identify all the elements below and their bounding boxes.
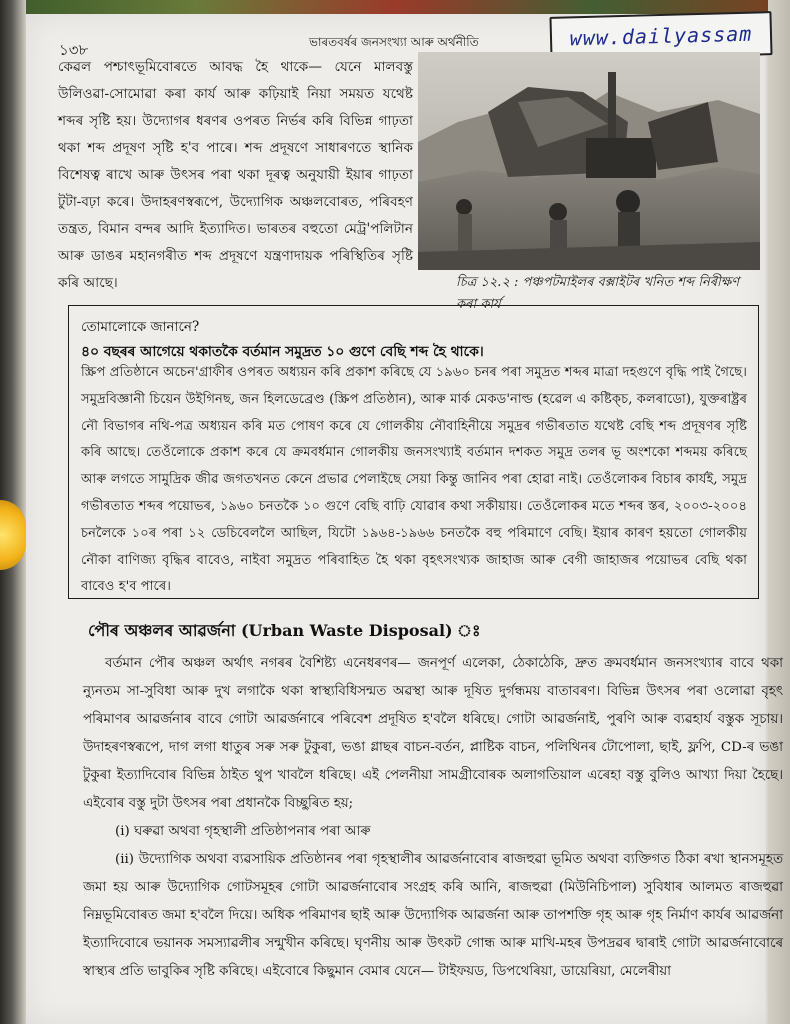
info-box-body bbox=[81, 360, 747, 601]
figure-caption: চিত্ৰ ১২.২ : পঞ্চপটমাইলৰ বক্সাইটৰ খনিত শব্দ নিৰীক্ষণ কৰা কাৰ্য bbox=[456, 275, 740, 312]
mine-photo-image bbox=[418, 52, 760, 270]
info-box-text: স্ক্ৰিপ প্ৰতিষ্ঠানে অচেন'গ্ৰাফীৰ ওপৰত অধ্যয়ন কৰি প্ৰকাশ কৰিছে যে ১৯৬০ চনৰ পৰা সমুদ্ৰত শব্দৰ মাত্ৰা দহগুণে বৃদ্ধি পাই গৈছে। সমুদ্ৰবিজ্ঞানী চিয়েন উইগিনছ, জন হিলডেব্ৰেণ্ড (স্ক্ৰিপ প্ৰতিষ্ঠান), আৰু মাৰ্ক মেকড'নাল্ড (হৱেল এ কষ্টিক্চ, কলৰাডো), যুক্তৰাষ্ট্ৰৰ নৌ বিভাগৰ নথি-পত্ৰ অধ্যয়ন কৰি মত পোষণ কৰে যে গোলকীয় নৌবাহিনীয়ে সমুদ্ৰৰ গভীৰতাত যথেষ্ট বেছি শব্দ প্ৰদূষণৰ সৃষ্টি কৰি আছে। তেওঁলোকে প্ৰকাশ কৰে যে ক্ৰমবৰ্ধমান গোলকীয় জনসংখ্যাই বৰ্তমান দশকত সমুদ্ৰ তলৰ ভূ অংশকো শব্দময় কৰিছে আৰু লগতে সামুদ্ৰিক জীৱ জগতখনত কেনে প্ৰভাৱ পেলাইছে সেয়া কিন্তু জানিব পৰা হোৱা নাই। তেওঁলোকৰ বিচাৰ কাৰ্যই, সমুদ্ৰ গভীৰতাত শব্দৰ পয়োভৰ, ১৯৬০ চনতকৈ ১০ গুণে বেছি বাঢ়ি যোৱাৰ কথা সকীয়ায়। তেওঁলোকৰ মতে শব্দৰ স্তৰ, ২০০৩-২০০৪ চনলৈকে ১০ৰ পৰা ১২ ডেচিবেললৈ আছিল, যিটো ১৯৬৪-১৯৬৬ চনতকৈ বহু পৰিমাণে বেছি। ইয়াৰ কাৰণ হয়তো গোলকীয় নৌকা বাণিজ্য বৃদ্ধিৰ বাবেও, নাইবা সমুদ্ৰত পৰিবাহিত হৈ থকা বৃহৎসংখ্যক জাহাজ আৰু বেগী জাহাজৰ পয়োভৰ বেছি থকা বাবেও হ'ব পাৰে। bbox=[81, 365, 747, 595]
section-body bbox=[83, 650, 783, 986]
intro-paragraph bbox=[58, 54, 413, 297]
info-box-title: তোমালোকে জানানে? bbox=[81, 319, 200, 335]
section-heading: পৌৰ অঞ্চলৰ আৱৰ্জনা (Urban Waste Disposal) ঃ bbox=[88, 621, 481, 640]
info-box-heading: ৪০ বছৰৰ আগেয়ে থকাতকৈ বৰ্তমান সমুদ্ৰত ১০ গুণে বেছি শব্দ হৈ থাকে। bbox=[81, 344, 484, 360]
page-number: ১৩৮ bbox=[59, 41, 89, 59]
info-box bbox=[68, 305, 759, 599]
list-item-ii: (ii) উদ্যোগিক অথবা ব্যৱসায়িক প্ৰতিষ্ঠানৰ পৰা গৃহস্থালীৰ আৱৰ্জনাবোৰ ৰাজহুৱা ভূমিত অথবা ব্যক্তিগত ঠিকা ৰখা স্থানসমূহত জমা হয় আৰু উদ্যোগিক গোটসমূহৰ গোটা আৱৰ্জনাবোৰ সংগ্ৰহ কৰি আনি, ৰাজহুৱা (মিউনিচিপাল) সুবিধাৰ আলমত ৰাজহুৱা নিম্নভূমিবোৰত জমা হ'বলৈ দিয়ে। অধিক পৰিমাণৰ ছাই আৰু উদ্যোগিক আৱৰ্জনা আৰু তাপশক্তি গৃহ আৰু গৃহ নিৰ্মাণ কাৰ্যৰ আৱৰ্জনা ইত্যাদিবোৰে ভয়ানক সমস্যাৱলীৰ সন্মুখীন কৰিছে। ঘৃণনীয় আৰু উৎকট গোন্ধ আৰু মাখি-মহৰ উপদ্ৰৱৰ দ্বাৰাই গোটা আৱৰ্জনাবোৰে স্বাস্থ্যৰ প্ৰতি ভাবুকিৰ সৃষ্টি কৰিছে। এইবোৰে কিছুমান বেমাৰ যেনে— টাইফয়ড, ডিপথেৰিয়া, ডায়েৰিয়া, মেলেৰীয়া bbox=[83, 852, 783, 979]
list-item-i: (i) ঘৰুৱা অথবা গৃহস্থালী প্ৰতিষ্ঠাপনাৰ পৰা আৰু bbox=[115, 824, 371, 839]
intro-text: কেৱল পশ্চাৎভূমিবোৰতে আবদ্ধ হৈ থাকে— যেনে মালবস্তু উলিওৱা-সোমোৱা কৰা কাৰ্য আৰু কঢ়িয়াই নিয়া সময়ত যথেষ্ট শব্দৰ সৃষ্টি হয়। উদ্যোগৰ ধৰণৰ ওপৰত নিৰ্ভৰ কৰি বিভিন্ন গাঢ়তা থকা শব্দ প্ৰদূষণ সৃষ্টি হ'ব পাৰে। শব্দ প্ৰদূষণে সাধাৰণতে স্থানিক বিশেষত্ব ৰাখে আৰু উৎসৰ পৰা থকা দূৰত্ব অনুযায়ী ইয়াৰ গাঢ়তা টুটা-বঢ়া কৰে। উদাহৰণস্বৰূপে, উদ্যোগিক অঞ্চলবোৰত, পৰিবহণ তন্ত্ৰত, বিমান বন্দৰ আদি ইত্যাদিত। ভাৰতৰ বহুতো মেট্ৰ'পলিটান আৰু ডাঙৰ মহানগৰীত শব্দ প্ৰদূষণে যন্ত্ৰণাদায়ক পৰিস্থিতিৰ সৃষ্টি কৰি আছে। bbox=[58, 59, 413, 291]
background-edge-top bbox=[0, 0, 790, 14]
running-head: ভাৰতবৰ্ষৰ জনসংখ্যা আৰু অৰ্থনীতি bbox=[309, 35, 479, 49]
figure-photo bbox=[418, 52, 760, 270]
watermark-stamp: www.dailyassam bbox=[549, 11, 772, 61]
section-paragraph: বৰ্তমান পৌৰ অঞ্চল অৰ্থাৎ নগৰৰ বৈশিষ্ট্য এনেধৰণৰ— জনপূৰ্ণ এলেকা, ঠেকাঠেকি, দ্ৰুত ক্ৰমবৰ্ধমান জনসংখ্যাৰ বাবে থকা ন্যুনতম সা-সুবিধা আৰু দুখ লগাকৈ থকা স্বাস্থ্যবিধিসন্মত অৱস্থা আৰু দূষিত দুৰ্গন্ধময় বাতাবৰণ। বিভিন্ন উৎসৰ পৰা ওলোৱা বৃহৎ পৰিমাণৰ আৱৰ্জনাৰ বাবে গোটা আৱৰ্জনাৰে পৰিবেশ প্ৰদূষিত হ'বলৈ ধৰিছে। গোটা আৱৰ্জনাই, পুৰণি আৰু ব্যৱহাৰ্য বস্তুক সূচায়। উদাহৰণস্বৰূপে, দাগ লগা ধাতুৰ সৰু সৰু টুকুৰা, ভঙা গ্লাছৰ বাচন-বৰ্তন, প্লাষ্টিক বাচন, পলিথিনৰ টোপোলা, ছাই, ফ্লপি, CD-ৰ ভঙা টুকুৰা ইত্যাদিবোৰ বিভিন্ন ঠাইত থুপ খাবলৈ ধৰিছে। এই পেলনীয়া সামগ্ৰীবোৰক অলাগতিয়াল এৰেহা বস্তু বুলিও আখ্যা দিয়া হৈছে। এইবোৰ বস্তু দুটা উৎসৰ পৰা প্ৰধানকৈ বিচ্ছুৰিত হয়; bbox=[83, 656, 783, 811]
book-page bbox=[26, 14, 783, 1024]
